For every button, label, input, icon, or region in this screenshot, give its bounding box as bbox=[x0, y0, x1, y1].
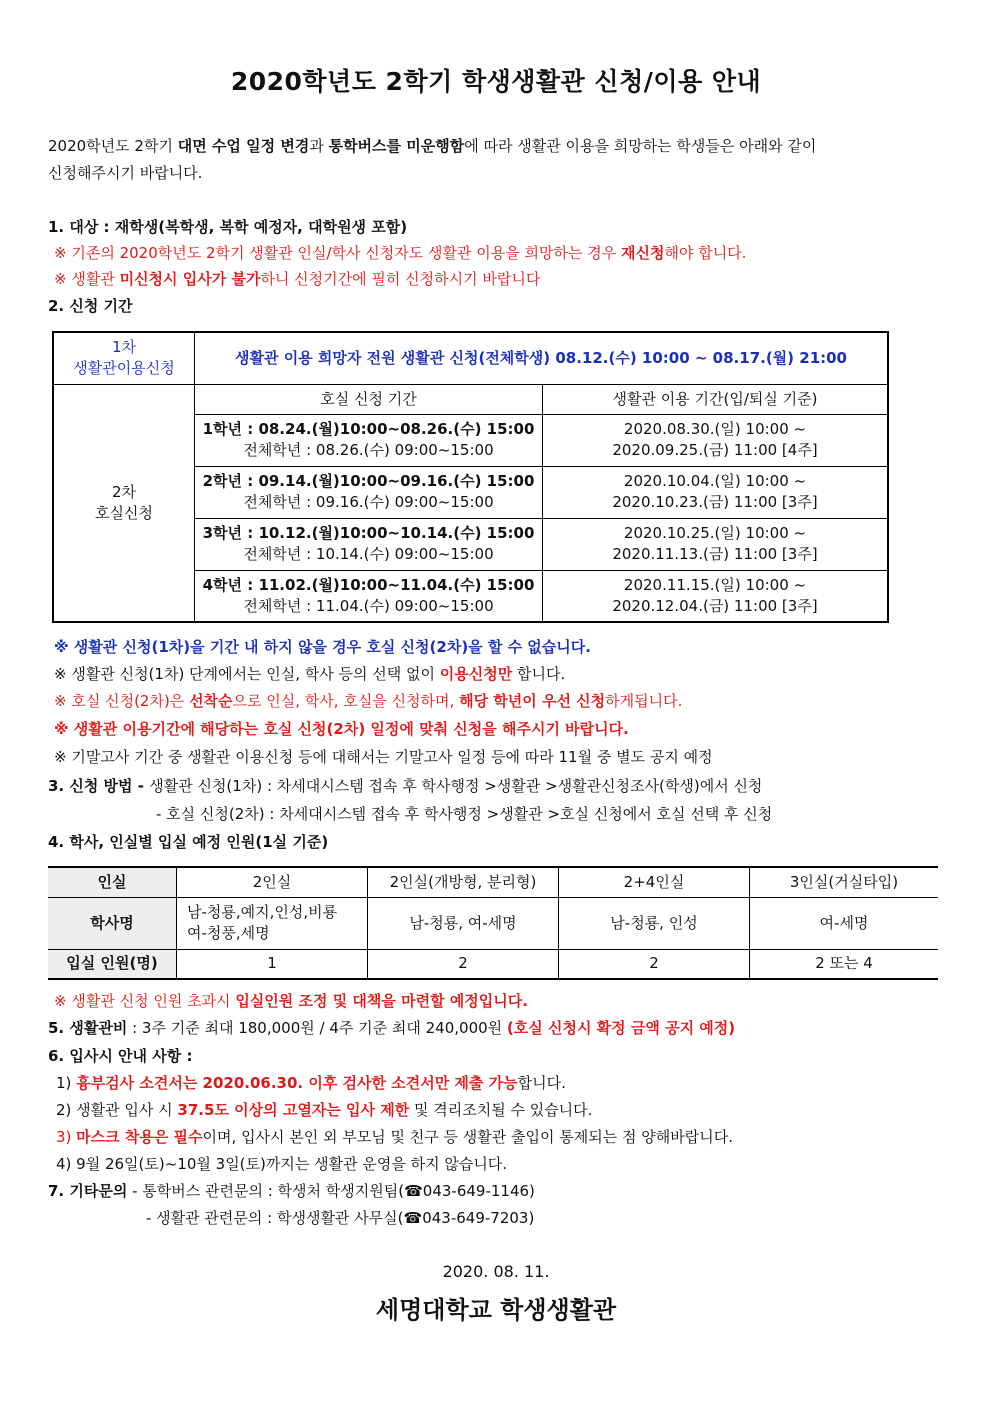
section-3-line-2: - 호실 신청(2차) : 차세대시스템 접속 후 학사행정 >생활관 >호실 신청에서 호실 선택 후 신청 bbox=[156, 805, 773, 823]
section-6-item-3 bbox=[56, 1127, 733, 1147]
note-text: ※ 기존의 2020학년도 2학기 생활관 인실/학사 신청자도 생활관 이용을 희망하는 경우 bbox=[54, 244, 621, 262]
label-line: 호실신청 bbox=[95, 503, 153, 522]
period-end: 2020.10.23.(금) 11:00 [3주] bbox=[612, 493, 818, 511]
label-line: 생활관이용신청 bbox=[73, 359, 175, 378]
section-7-line-1 bbox=[48, 1181, 535, 1201]
cell-line: 남-청룡,예지,인성,비룡 bbox=[187, 903, 338, 921]
note-text: ※ 생활관 bbox=[54, 270, 120, 288]
intro-emphasis: 통학버스를 미운행함 bbox=[328, 137, 465, 155]
intro-emphasis: 대면 수업 일정 변경 bbox=[177, 137, 310, 155]
label-line: 1차 bbox=[111, 338, 137, 357]
table-cell: 2 bbox=[368, 949, 559, 979]
period-end: 2020.12.04.(금) 11:00 [3주] bbox=[612, 596, 818, 615]
label-line: 2차 bbox=[111, 482, 137, 501]
table-cell: 2 또는 4 bbox=[750, 949, 939, 979]
item-number: 1) bbox=[56, 1074, 77, 1092]
fee-emphasis: (호실 신청시 확정 금액 공지 예정) bbox=[506, 1019, 736, 1037]
row-label: 입실 인원(명) bbox=[48, 949, 177, 979]
column-header: 3인실(거실타입) bbox=[750, 867, 939, 897]
intro-text: 과 bbox=[309, 137, 329, 155]
table-row bbox=[48, 949, 938, 979]
table-cell: 2 bbox=[559, 949, 750, 979]
column-header: 2인실(개방형, 분리형) bbox=[368, 867, 559, 897]
all-grade-period: 전체학년 : 08.26.(수) 09:00~15:00 bbox=[243, 441, 494, 459]
fee-text: : 3주 기준 최대 180,000원 / 4주 기준 최대 240,000원 bbox=[127, 1019, 507, 1037]
table-cell: 남-청룡, 인성 bbox=[559, 897, 750, 949]
column-header: 2인실 bbox=[177, 867, 368, 897]
section-6-heading: 6. 입사시 안내 사항 : bbox=[48, 1047, 193, 1065]
table-row bbox=[53, 332, 888, 384]
note-text: 합니다. bbox=[512, 665, 566, 683]
page-title: 2020학년도 2학기 학생생활관 신청/이용 안내 bbox=[230, 67, 762, 96]
application-period-table bbox=[52, 331, 889, 623]
item-text: 2) 생활관 입사 시 bbox=[56, 1101, 178, 1119]
round-1-content: 생활관 이용 희망자 전원 생활관 신청(전체학생) 08.12.(수) 10:00 ~ 08.17.(월) 21:00 bbox=[195, 332, 889, 384]
dorm-use-period bbox=[543, 466, 889, 518]
row-label-round-1 bbox=[53, 332, 195, 384]
section-4-note bbox=[54, 991, 528, 1011]
section-2-note-3 bbox=[54, 691, 682, 711]
intro-text: 에 따라 생활관 이용을 희망하는 학생들은 아래와 같이 bbox=[464, 137, 817, 155]
period-end: 2020.11.13.(금) 11:00 [3주] bbox=[612, 545, 818, 563]
table-cell: 1 bbox=[177, 949, 368, 979]
section-7-heading: 7. 기타문의 bbox=[48, 1182, 128, 1200]
issuer-signature: 세명대학교 학생생활관 bbox=[375, 1295, 617, 1324]
period-start: 2020.08.30.(일) 10:00 ~ bbox=[623, 420, 807, 438]
item-text: 이며, 입사시 본인 외 부모님 및 친구 등 생활관 출입이 통제되는 점 양해바랍니다. bbox=[202, 1128, 733, 1146]
note-emphasis: 재신청 bbox=[620, 244, 665, 262]
section-4-heading: 4. 학사, 인실별 입실 예정 인원(1실 기준) bbox=[48, 833, 329, 851]
section-6-item-1 bbox=[56, 1073, 566, 1093]
section-1-note-1 bbox=[54, 243, 746, 263]
note-emphasis: 선착순 bbox=[189, 692, 233, 710]
section-1-heading: 1. 대상 : 재학생(복학생, 복학 예정자, 대학원생 포함) bbox=[48, 218, 408, 236]
all-grade-period: 전체학년 : 11.04.(수) 09:00~15:00 bbox=[243, 596, 494, 615]
table-row bbox=[48, 867, 938, 897]
note-text: ※ 생활관 신청 인원 초과시 bbox=[54, 992, 236, 1010]
table-row bbox=[48, 897, 938, 949]
section-1-note-2 bbox=[54, 269, 540, 289]
intro-line-2: 신청해주시기 바랍니다. bbox=[48, 164, 203, 182]
note-emphasis: 미신청시 입사가 불가 bbox=[119, 270, 261, 288]
column-header: 2+4인실 bbox=[559, 867, 750, 897]
note-text: 으로 인실, 학사, 호실을 신청하며, bbox=[232, 692, 460, 710]
table-cell: 여-세명 bbox=[750, 897, 939, 949]
section-6-item-2 bbox=[56, 1100, 592, 1120]
item-number: 3) bbox=[56, 1128, 77, 1146]
section-2-note-4: ※ 생활관 이용기간에 해당하는 호실 신청(2차) 일정에 맞춰 신청을 해주시기 바랍니다. bbox=[54, 720, 629, 738]
period-end: 2020.09.25.(금) 11:00 [4주] bbox=[612, 441, 818, 459]
contact-text: - 통학버스 관련문의 : 학생처 학생지원팀(☎043-649-1146) bbox=[127, 1182, 535, 1200]
period-start: 2020.10.04.(일) 10:00 ~ bbox=[623, 472, 807, 490]
room-apply-period bbox=[195, 466, 543, 518]
column-header: 호실 신청 기간 bbox=[195, 384, 543, 414]
note-emphasis: 입실인원 조정 및 대책을 마련할 예정입니다. bbox=[235, 992, 528, 1010]
period-start: 2020.11.15.(일) 10:00 ~ bbox=[623, 575, 807, 594]
room-apply-period bbox=[195, 570, 543, 622]
item-text: 합니다. bbox=[517, 1074, 566, 1092]
section-5-heading: 5. 생활관비 bbox=[48, 1019, 128, 1037]
item-emphasis: 흉부검사 소견서는 2020.06.30. 이후 검사한 소견서만 제출 가능 bbox=[76, 1074, 518, 1092]
column-header: 생활관 이용 기간(입/퇴실 기준) bbox=[543, 384, 889, 414]
document-date: 2020. 08. 11. bbox=[442, 1262, 550, 1281]
section-2-note-5: ※ 기말고사 기간 중 생활관 이용신청 등에 대해서는 기말고사 일정 등에 따라 11월 중 별도 공지 예정 bbox=[54, 748, 713, 766]
grade-period: 4학년 : 11.02.(월)10:00~11.04.(수) 15:00 bbox=[202, 575, 535, 594]
all-grade-period: 전체학년 : 09.16.(수) 09:00~15:00 bbox=[243, 493, 494, 511]
row-label: 인실 bbox=[48, 867, 177, 897]
method-text: 생활관 신청(1차) : 차세대시스템 접속 후 학사행정 >생활관 >생활관신청조사(학생)에서 신청 bbox=[149, 777, 763, 795]
note-text: 하게됩니다. bbox=[605, 692, 683, 710]
dorm-use-period bbox=[543, 518, 889, 570]
item-emphasis: 37.5도 이상의 고열자는 입사 제한 bbox=[177, 1101, 410, 1119]
note-text: 하니 신청기간에 필히 신청하시기 바랍니다 bbox=[260, 270, 541, 288]
section-3-heading: 3. 신청 방법 - bbox=[48, 777, 150, 795]
room-capacity-table bbox=[48, 866, 938, 980]
dorm-use-period bbox=[543, 414, 889, 466]
section-7-line-2: - 생활관 관련문의 : 학생생활관 사무실(☎043-649-7203) bbox=[146, 1209, 535, 1227]
room-apply-period bbox=[195, 414, 543, 466]
note-text: ※ 호실 신청(2차)은 bbox=[54, 692, 190, 710]
section-6-item-4: 4) 9월 26일(토)~10월 3일(토)까지는 생활관 운영을 하지 않습니다. bbox=[56, 1155, 508, 1173]
item-emphasis: 마스크 착용은 필수 bbox=[76, 1128, 203, 1146]
row-label: 학사명 bbox=[48, 897, 177, 949]
grade-period: 1학년 : 08.24.(월)10:00~08.26.(수) 15:00 bbox=[202, 420, 535, 438]
section-5-line bbox=[48, 1018, 735, 1038]
intro-text: 2020학년도 2학기 bbox=[48, 137, 178, 155]
note-emphasis: 해당 학년이 우선 신청 bbox=[459, 692, 606, 710]
section-3-line-1 bbox=[48, 776, 762, 796]
section-2-note-1: ※ 생활관 신청(1차)을 기간 내 하지 않을 경우 호실 신청(2차)을 할 수 없습니다. bbox=[54, 638, 591, 656]
room-apply-period bbox=[195, 518, 543, 570]
dorm-use-period bbox=[543, 570, 889, 622]
grade-period: 2학년 : 09.14.(월)10:00~09.16.(수) 15:00 bbox=[202, 472, 535, 490]
table-row bbox=[53, 384, 888, 414]
note-text: ※ 생활관 신청(1차) 단계에서는 인실, 학사 등의 선택 없이 bbox=[54, 665, 440, 683]
intro-line-1 bbox=[48, 136, 816, 156]
row-label-round-2 bbox=[53, 384, 195, 622]
grade-period: 3학년 : 10.12.(월)10:00~10.14.(수) 15:00 bbox=[202, 524, 535, 542]
table-cell bbox=[177, 897, 368, 949]
section-2-heading: 2. 신청 기간 bbox=[48, 297, 133, 315]
cell-line: 여-청풍,세명 bbox=[187, 924, 270, 942]
note-text: 해야 합니다. bbox=[664, 244, 747, 262]
table-cell: 남-청룡, 여-세명 bbox=[368, 897, 559, 949]
period-start: 2020.10.25.(일) 10:00 ~ bbox=[623, 524, 807, 542]
note-emphasis: 이용신청만 bbox=[439, 665, 513, 683]
all-grade-period: 전체학년 : 10.14.(수) 09:00~15:00 bbox=[243, 545, 494, 563]
section-2-note-2 bbox=[54, 664, 565, 684]
item-text: 및 격리조치될 수 있습니다. bbox=[409, 1101, 593, 1119]
